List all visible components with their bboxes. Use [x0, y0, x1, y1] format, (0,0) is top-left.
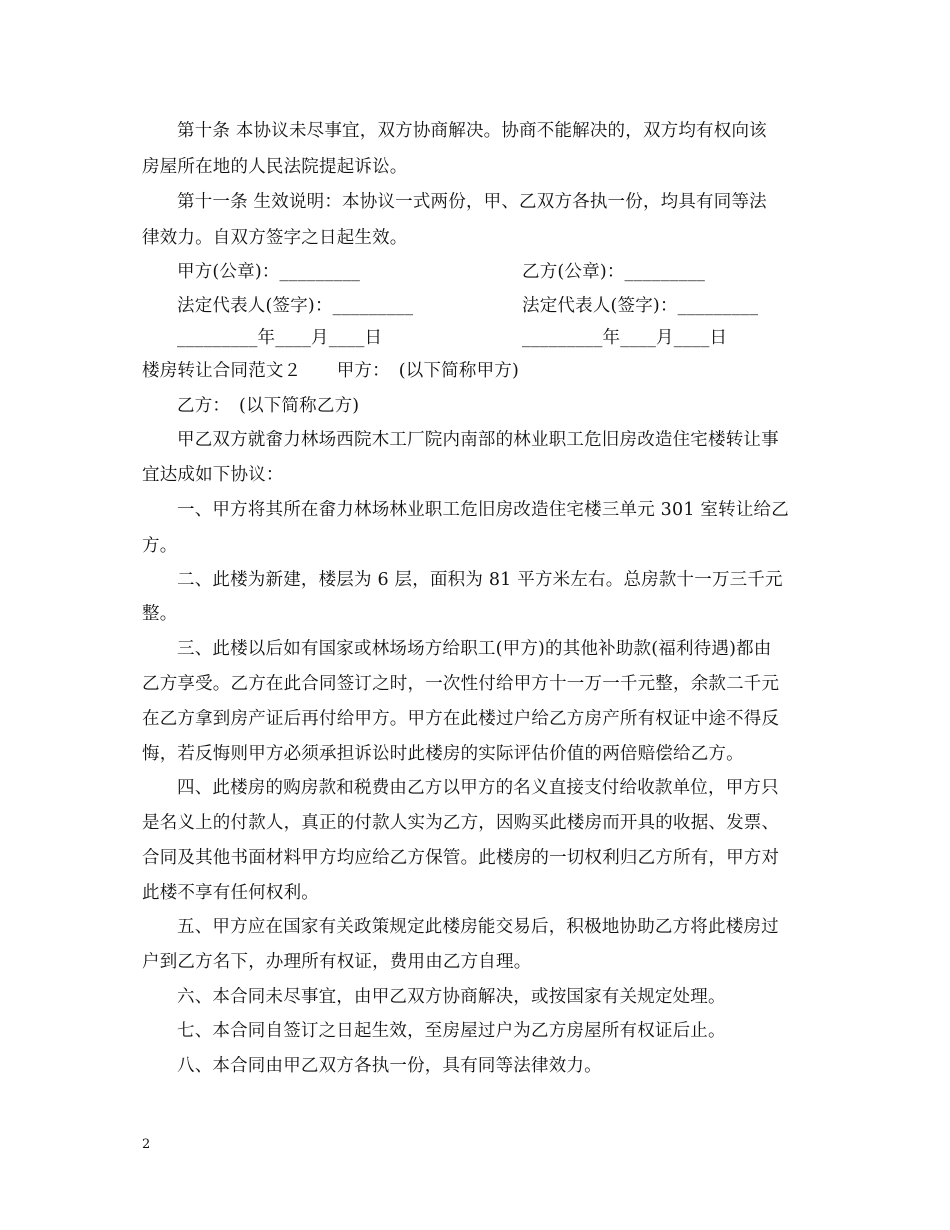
contract2-intro-line1: 甲乙双方就畲力林场西院木工厂院内南部的林业职工危旧房改造住宅楼转让事	[177, 430, 779, 450]
clause1-line1: 一、甲方将其所在畲力林场林业职工危旧房改造住宅楼三单元 301 室转让给乙	[177, 500, 789, 520]
clause5-line1: 五、甲方应在国家有关政策规定此楼房能交易后，积极地协助乙方将此楼房过	[177, 917, 779, 937]
party-b-seal: 乙方(公章)：_________	[522, 262, 706, 282]
contract2-title-line: 楼房转让合同范文２ 甲方： (以下简称甲方)	[142, 361, 520, 381]
clause4-line1: 四、此楼房的购房款和税费由乙方以甲方的名义直接支付给收款单位，甲方只	[177, 778, 779, 798]
clause3-line3: 在乙方拿到房产证后再付给甲方。甲方在此楼过户给乙方房产所有权证中途不得反	[142, 709, 780, 729]
clause2-line1: 二、此楼为新建，楼层为 6 层，面积为 81 平方米左右。总房款十一万三千元	[177, 570, 783, 590]
article11-line1: 第十一条 生效说明：本协议一式两份，甲、乙双方各执一份，均具有同等法	[177, 192, 767, 212]
party-a-seal: 甲方(公章)：_________	[177, 262, 361, 282]
clause4-line4: 此楼不享有任何权利。	[142, 883, 319, 903]
clause1-line2: 方。	[142, 536, 178, 556]
clause8: 八、本合同由甲乙双方各执一份，具有同等法律效力。	[177, 1056, 602, 1076]
article10-line2: 房屋所在地的人民法院提起诉讼。	[142, 157, 408, 177]
party-b-date: _________年____月____日	[522, 328, 728, 348]
contract2-intro-line2: 宜达成如下协议：	[142, 465, 284, 485]
party-a-representative: 法定代表人(签字)：_________	[177, 296, 414, 316]
clause7: 七、本合同自签订之日起生效，至房屋过户为乙方房屋所有权证后止。	[177, 1021, 726, 1041]
clause6: 六、本合同未尽事宜，由甲乙双方协商解决，或按国家有关规定处理。	[177, 987, 726, 1007]
clause5-line2: 户到乙方名下，办理所有权证，费用由乙方自理。	[142, 952, 532, 972]
clause3-line1: 三、此楼以后如有国家或林场场方给职工(甲方)的其他补助款(福利待遇)都由	[177, 639, 772, 659]
clause4-line2: 是名义上的付款人，真正的付款人实为乙方，因购买此楼房而开具的收据、发票、	[142, 813, 780, 833]
clause4-line3: 合同及其他书面材料甲方均应给乙方保管。此楼房的一切权利归乙方所有，甲方对	[142, 848, 780, 868]
article10-line1: 第十条 本协议未尽事宜，双方协商解决。协商不能解决的，双方均有权向该	[177, 121, 767, 141]
page-number: 2	[142, 1137, 151, 1152]
clause3-line2: 乙方享受。乙方在此合同签订之时，一次性付给甲方十一万一千元整，余款二千元	[142, 674, 780, 694]
contract2-party-b: 乙方： (以下简称乙方)	[177, 396, 360, 416]
article11-line2: 律效力。自双方签字之日起生效。	[142, 228, 408, 248]
clause3-line4: 悔，若反悔则甲方必须承担诉讼时此楼房的实际评估价值的两倍赔偿给乙方。	[142, 744, 744, 764]
party-a-date: _________年____月____日	[177, 328, 383, 348]
party-b-representative: 法定代表人(签字)：_________	[522, 296, 759, 316]
clause2-line2: 整。	[142, 604, 178, 624]
